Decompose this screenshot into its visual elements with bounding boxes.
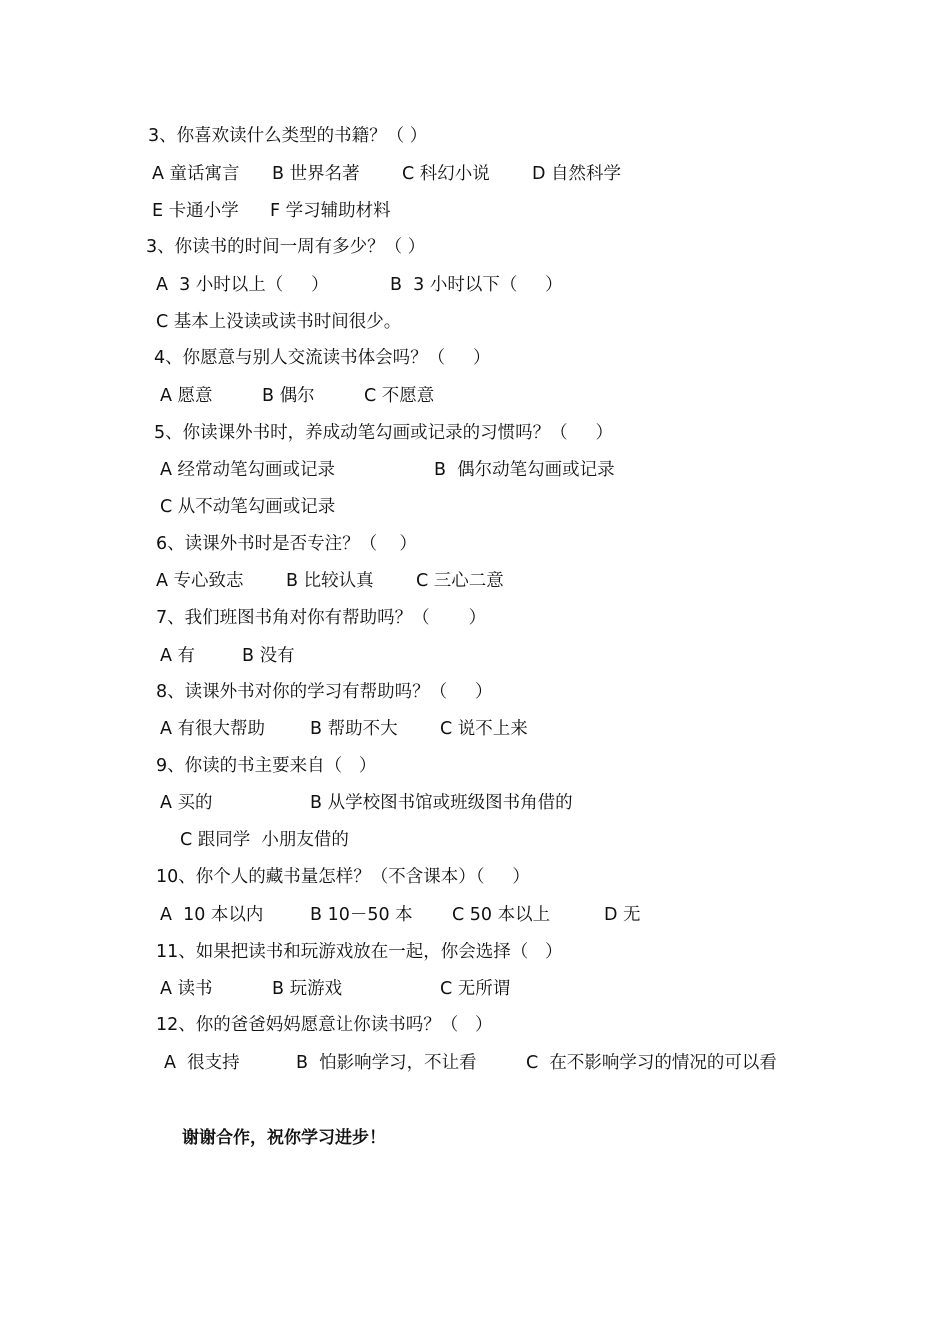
option-text: A 愿意 xyxy=(160,386,213,406)
option-text: C 科幻小说 xyxy=(402,164,490,184)
option-text: C 无所谓 xyxy=(440,979,511,999)
option-text: B 偶尔动笔勾画或记录 xyxy=(434,460,615,480)
option-text: B 比较认真 xyxy=(286,571,374,591)
question-text: 3、你读书的时间一周有多少？（ ） xyxy=(146,237,426,257)
option-text: A 经常动笔勾画或记录 xyxy=(160,460,336,480)
question-text: 7、我们班图书角对你有帮助吗？（ ） xyxy=(156,608,487,628)
question-text: 12、你的爸爸妈妈愿意让你读书吗？（ ） xyxy=(156,1015,493,1035)
question-text: 6、读课外书时是否专注？（ ） xyxy=(156,534,417,554)
option-text: C 从不动笔勾画或记录 xyxy=(160,497,336,517)
option-text: B 世界名著 xyxy=(272,164,360,184)
question-text: 5、你读课外书时，养成动笔勾画或记录的习惯吗？（ ） xyxy=(154,423,613,443)
option-text: A 3 小时以上（ ） xyxy=(156,275,329,295)
option-text: D 无 xyxy=(604,905,641,925)
option-text: B 玩游戏 xyxy=(272,979,343,999)
option-text: D 自然科学 xyxy=(532,164,622,184)
option-text: A 读书 xyxy=(160,979,213,999)
option-text: B 3 小时以下（ ） xyxy=(390,275,563,295)
question-text: 3、你喜欢读什么类型的书籍？（ ） xyxy=(148,126,428,146)
option-text: C 基本上没读或读书时间很少。 xyxy=(156,312,402,332)
question-text: 8、读课外书对你的学习有帮助吗？（ ） xyxy=(156,682,493,702)
option-text: A 买的 xyxy=(160,793,213,813)
question-text: 10、你个人的藏书量怎样？（不含课本）（ ） xyxy=(156,867,530,887)
option-text: A 很支持 xyxy=(164,1053,240,1073)
option-text: A 有很大帮助 xyxy=(160,719,266,739)
option-text: B 偶尔 xyxy=(262,386,315,406)
option-text: F 学习辅助材料 xyxy=(270,201,391,221)
option-text: B 10－50 本 xyxy=(310,905,413,925)
option-text: E 卡通小学 xyxy=(152,201,239,221)
option-text: A 10 本以内 xyxy=(160,905,264,925)
option-text: B 怕影响学习，不让看 xyxy=(296,1053,477,1073)
option-text: C 说不上来 xyxy=(440,719,528,739)
option-text: C 在不影响学习的情况的可以看 xyxy=(526,1053,777,1073)
option-text: A 童话寓言 xyxy=(152,164,240,184)
option-text: A 专心致志 xyxy=(156,571,244,591)
option-text: C 不愿意 xyxy=(364,386,435,406)
option-text: B 帮助不大 xyxy=(310,719,398,739)
question-text: 4、你愿意与别人交流读书体会吗？（ ） xyxy=(154,348,491,368)
question-text: 11、如果把读书和玩游戏放在一起，你会选择（ ） xyxy=(156,942,563,962)
option-text: C 跟同学 小朋友借的 xyxy=(180,830,349,850)
closing-message: 谢谢合作，祝你学习进步！ xyxy=(182,1128,386,1148)
question-text: 9、你读的书主要来自（ ） xyxy=(156,756,377,776)
option-text: B 没有 xyxy=(242,646,295,666)
option-text: B 从学校图书馆或班级图书角借的 xyxy=(310,793,573,813)
option-text: C 50 本以上 xyxy=(452,905,551,925)
option-text: A 有 xyxy=(160,646,196,666)
option-text: C 三心二意 xyxy=(416,571,504,591)
